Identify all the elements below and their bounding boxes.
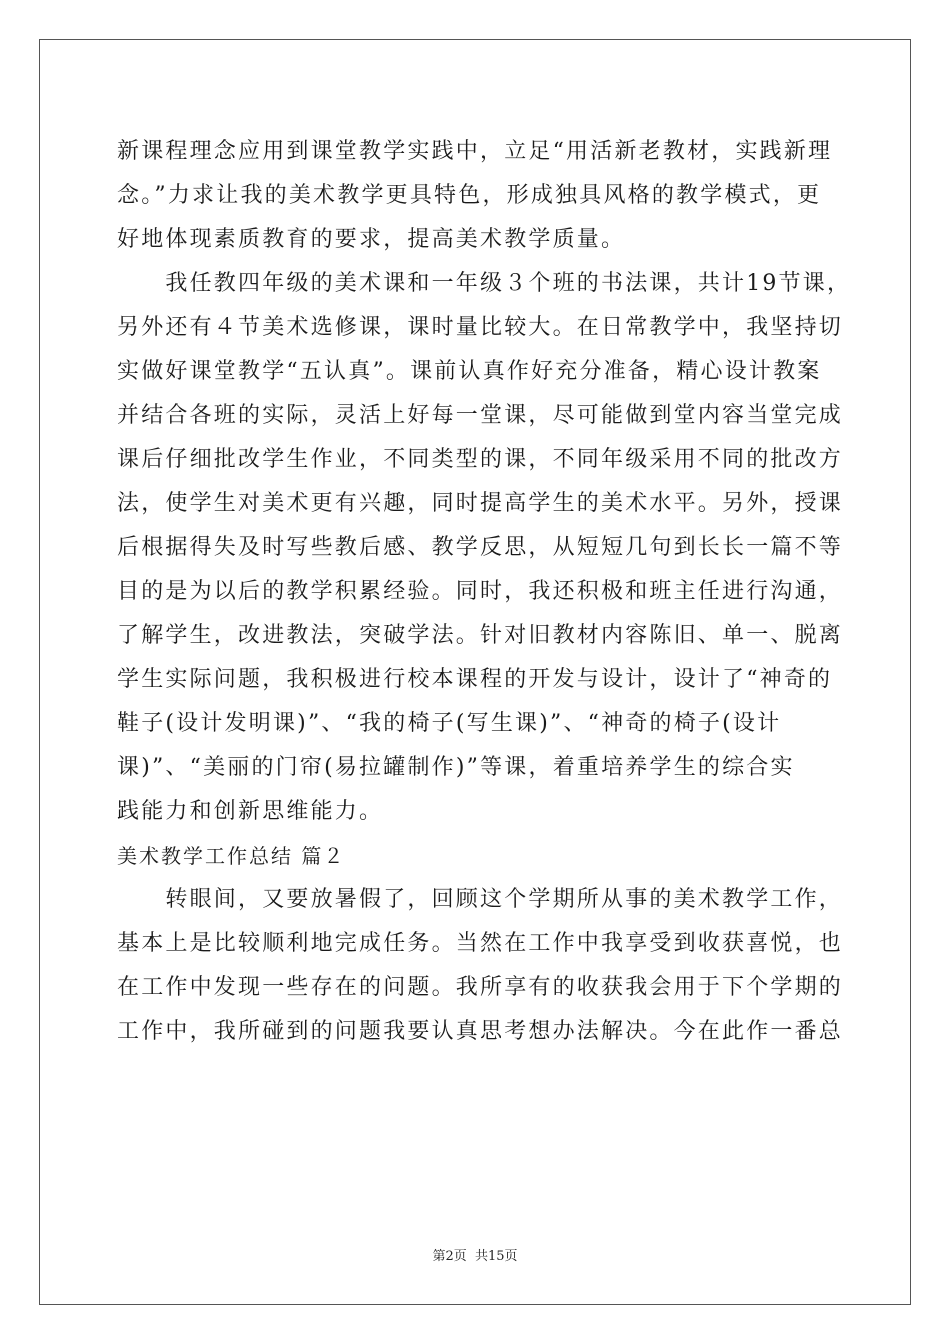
text-line: 新课程理念应用到课堂教学实践中，立足“用活新老教材，实践新理 (117, 139, 833, 164)
text-line: 践能力和创新思维能力。 (117, 799, 384, 824)
page-footer (0, 1245, 950, 1264)
section-heading: 美术教学工作总结 篇２ (117, 844, 346, 868)
paragraph-block-2 (117, 878, 844, 1054)
document-body (117, 130, 852, 1054)
text-line: 在工作中发现一些存在的问题。我所享有的收获我会用于下个学期的 (117, 975, 844, 1000)
text-line: 另外还有４节美术选修课，课时量比较大。在日常教学中，我坚持切 (117, 315, 844, 340)
text-line: 课后仔细批改学生作业，不同类型的课，不同年级采用不同的批改方 (117, 447, 844, 472)
text-line: 鞋子(设计发明课)”、“我的椅子(写生课)”、“神奇的椅子(设计 (117, 711, 782, 736)
text-line: 工作中，我所碰到的问题我要认真思考想办法解决。今在此作一番总 (117, 1019, 844, 1044)
text-line: 实做好课堂教学“五认真”。课前认真作好充分准备，精心设计教案 (117, 359, 822, 384)
page-total: 共15页 (474, 1249, 518, 1264)
text-line: 基本上是比较顺利地完成任务。当然在工作中我享受到收获喜悦，也 (117, 931, 844, 956)
text-line: 了解学生，改进教法，突破学法。针对旧教材内容陈旧、单一、脱离 (117, 623, 844, 648)
text-line: 念。”力求让我的美术教学更具特色，形成独具风格的教学模式，更 (117, 183, 822, 208)
text-line: 并结合各班的实际，灵活上好每一堂课，尽可能做到堂内容当堂完成 (117, 403, 844, 428)
text-line: 课)”、“美丽的门帘(易拉罐制作)”等课，着重培养学生的综合实 (117, 755, 795, 780)
page-number: 第2页 (432, 1249, 467, 1264)
text-line: 后根据得失及时写些教后感、教学反思，从短短几句到长长一篇不等 (117, 535, 844, 560)
paragraph-block-1 (117, 130, 852, 834)
text-line: 好地体现素质教育的要求，提高美术教学质量。 (117, 227, 626, 252)
text-line: 我任教四年级的美术课和一年级３个班的书法课，共计19节课， (117, 271, 852, 296)
text-line: 目的是为以后的教学积累经验。同时，我还积极和班主任进行沟通， (117, 579, 844, 604)
text-line: 转眼间，又要放暑假了，回顾这个学期所从事的美术教学工作， (117, 887, 844, 912)
text-line: 学生实际问题，我积极进行校本课程的开发与设计，设计了“神奇的 (117, 667, 833, 692)
text-line: 法，使学生对美术更有兴趣，同时提高学生的美术水平。另外，授课 (117, 491, 844, 516)
